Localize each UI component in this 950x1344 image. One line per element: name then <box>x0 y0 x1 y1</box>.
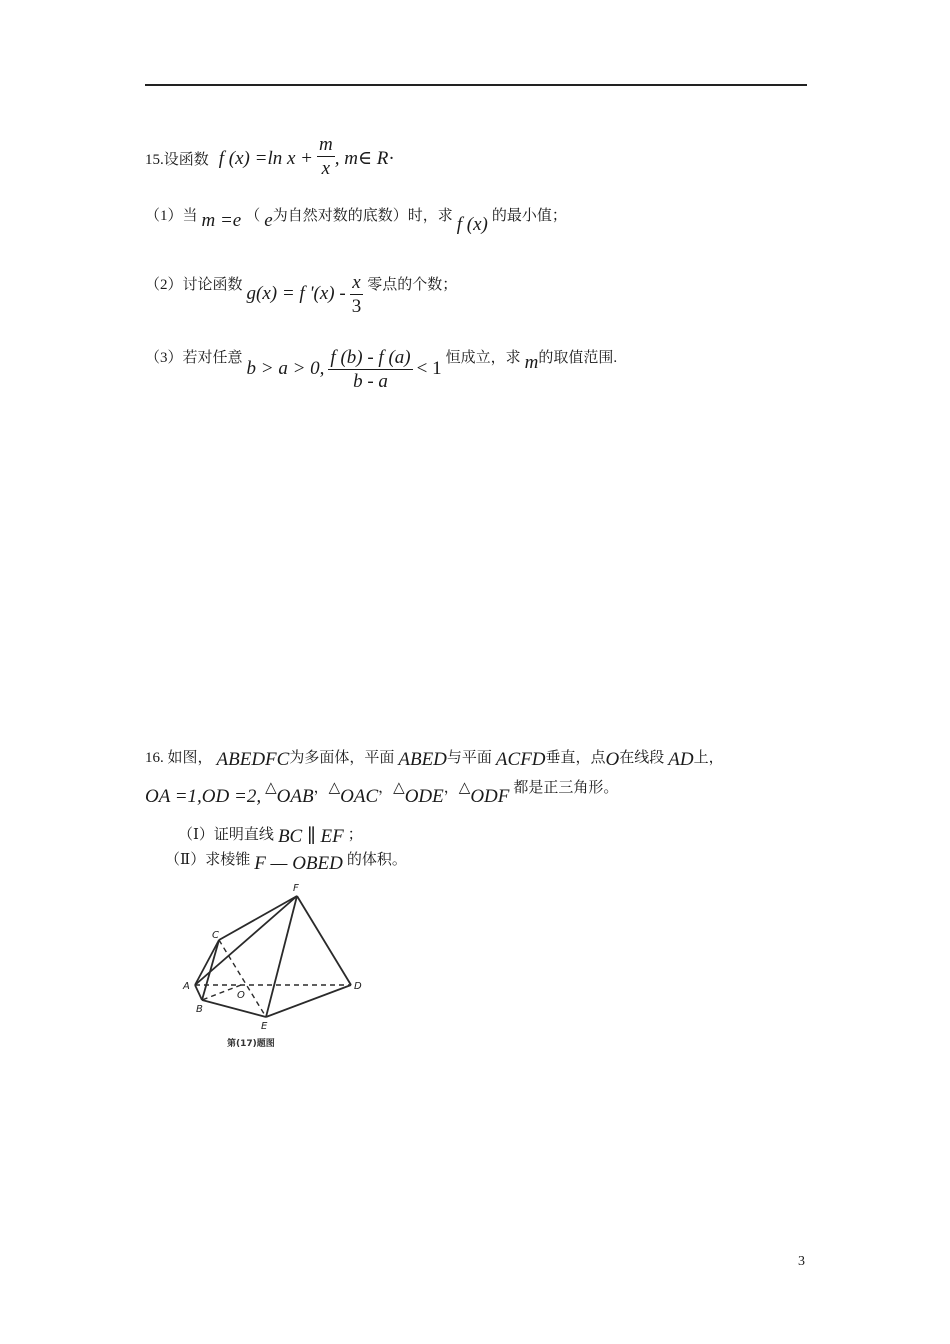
function-definition-lhs: f (x) =ln x + <box>218 148 313 170</box>
triangle-symbol: △ <box>393 780 405 796</box>
fraction-denominator: b - a <box>353 371 388 392</box>
triangle-symbol: △ <box>265 780 277 796</box>
edge-ab <box>195 985 202 1000</box>
problem15-part1 <box>145 204 567 235</box>
function-definition-fraction <box>317 134 335 181</box>
fraction-denominator: x <box>321 158 331 179</box>
problem15-part3 <box>145 335 618 392</box>
vertex-label-e: E <box>261 1021 268 1032</box>
question1-math: BC ∥ EF <box>277 826 344 847</box>
polyhedron-figure <box>175 878 375 1050</box>
part3-condition: b > a > 0, <box>246 358 325 380</box>
header-rule <box>145 84 807 86</box>
part2-label: （2）讨论函数 <box>145 277 243 294</box>
vertex-label-b: B <box>196 1004 203 1015</box>
triangle-symbol: △ <box>328 780 341 796</box>
fraction-numerator: m <box>319 134 333 155</box>
problem16-line2 <box>145 776 619 807</box>
problem15-part2 <box>145 262 458 317</box>
vertex-label-o: O <box>237 990 245 1001</box>
part2-fraction <box>350 272 364 319</box>
separator-comma: ， <box>443 780 459 796</box>
edge-fc <box>219 896 297 940</box>
figure-caption: 第(17)题图 <box>227 1039 275 1049</box>
part1-paren: （ <box>245 208 261 224</box>
triangle-odf: ODF <box>470 786 510 807</box>
question1-label: （Ⅰ）证明直线 <box>178 827 274 843</box>
question2-label: （Ⅱ）求棱锥 <box>165 852 251 868</box>
function-definition-end: · <box>388 148 395 170</box>
separator-comma: ， <box>313 780 329 796</box>
part1-e-symbol: e <box>264 210 273 231</box>
problem16-text1: 为多面体，平面 <box>289 750 395 766</box>
problem16-text5: 上， <box>693 750 724 766</box>
problem15-intro: 设函数 <box>163 152 209 169</box>
part1-e-description: 为自然对数的底数）时，求 <box>272 208 453 224</box>
part1-label: （1）当 <box>145 208 198 224</box>
part3-ask: 的取值范围. <box>538 350 618 367</box>
part3-inequality: < 1 <box>416 358 442 380</box>
problem16-text4: 在线段 <box>619 750 665 766</box>
plane-abed: ABED <box>398 749 447 770</box>
hidden-edge-ce <box>219 940 266 1017</box>
question2-end: 的体积。 <box>346 852 407 868</box>
line2-end: 都是正三角形。 <box>513 780 619 796</box>
fraction-denominator: 3 <box>351 296 362 317</box>
plane-acfd: ACFD <box>495 749 546 770</box>
triangle-oac: OAC <box>340 786 379 807</box>
problem16-line1 <box>145 746 724 768</box>
edge-ca <box>195 940 219 985</box>
part3-fraction <box>328 347 412 394</box>
segment-ad: AD <box>668 749 694 770</box>
part1-fx: f (x) <box>456 214 488 235</box>
lengths: OA =1,OD =2, <box>145 786 262 807</box>
part1-ask: 的最小值； <box>491 208 567 224</box>
vertex-label-d: D <box>354 981 362 992</box>
fraction-numerator: f (b) - f (a) <box>330 347 411 368</box>
function-definition-tail: , m∈ R <box>334 148 389 170</box>
part2-ask: 零点的个数； <box>367 277 458 294</box>
problem16-question1 <box>178 822 363 845</box>
polyhedron-name: ABEDFC <box>216 749 290 770</box>
part1-condition: m =e <box>201 210 242 231</box>
page-number: 3 <box>798 1254 805 1269</box>
vertex-label-f: F <box>293 883 299 894</box>
problem16-text3: 垂直，点 <box>545 750 606 766</box>
problem16-number: 16. 如图， <box>145 750 213 766</box>
fraction-numerator: x <box>350 272 364 295</box>
vertex-label-a: A <box>183 981 190 992</box>
edge-ed <box>266 985 351 1017</box>
part3-m-symbol: m <box>524 352 539 374</box>
problem16-question2 <box>165 848 407 874</box>
part3-middle: 恒成立，求 <box>445 350 521 367</box>
separator-comma: ， <box>378 780 394 796</box>
problem16-text2: 与平面 <box>446 750 492 766</box>
edge-fe <box>266 896 297 1017</box>
part2-g-lhs: g(x) = f '(x) - <box>246 283 346 305</box>
problem15-statement <box>145 134 395 181</box>
question2-math: F — OBED <box>254 853 343 874</box>
part3-label: （3）若对任意 <box>145 350 243 367</box>
edge-fd <box>297 896 351 985</box>
question1-end: ； <box>347 827 363 843</box>
triangle-symbol: △ <box>458 780 471 796</box>
triangle-oab: OAB <box>276 786 314 807</box>
edge-cb <box>202 940 219 1000</box>
point-o: O <box>605 749 620 770</box>
triangle-ode: ODE <box>404 786 444 807</box>
hidden-edge-ob <box>202 985 241 1000</box>
vertex-label-c: C <box>212 930 219 941</box>
problem15-number: 15. <box>145 152 164 169</box>
